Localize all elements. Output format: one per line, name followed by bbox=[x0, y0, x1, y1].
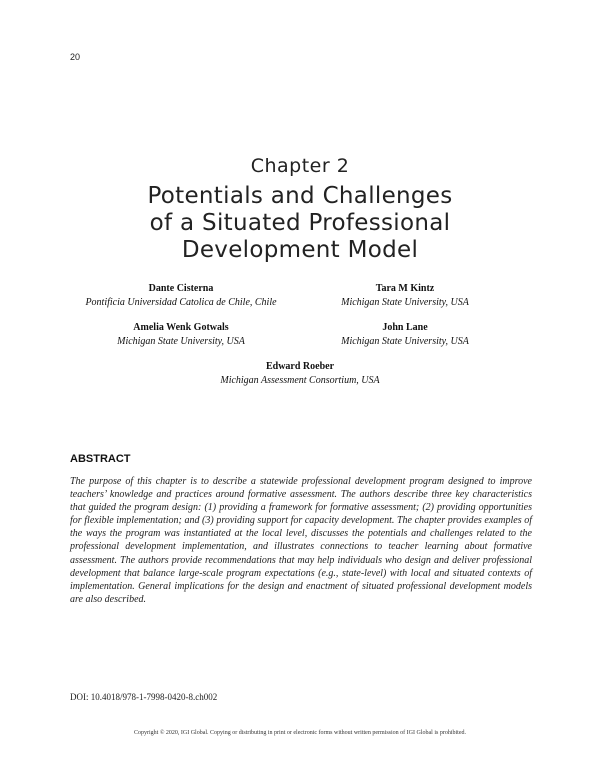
author-name: Dante Cisterna bbox=[148, 283, 214, 294]
author-block bbox=[310, 321, 500, 349]
abstract-heading: ABSTRACT bbox=[70, 453, 131, 465]
author-name: Amelia Wenk Gotwals bbox=[133, 322, 229, 333]
author-name: Tara M Kintz bbox=[375, 283, 435, 294]
page-number: 20 bbox=[70, 52, 81, 62]
copyright-notice: Copyright © 2020, IGI Global. Copying or distributing in print or electronic forms without written permission of IGI Global is prohibited. bbox=[133, 730, 466, 736]
author-name: Edward Roeber bbox=[265, 361, 335, 372]
author-affiliation: Michigan State University, USA bbox=[117, 336, 245, 347]
author-name: John Lane bbox=[382, 322, 428, 333]
author-affiliation: Michigan State University, USA bbox=[341, 297, 469, 308]
chapter-title bbox=[0, 183, 600, 264]
doi: DOI: 10.4018/978-1-7998-0420-8.ch002 bbox=[70, 692, 218, 702]
chapter-title-line: of a Situated Professional bbox=[149, 210, 451, 236]
author-affiliation: Michigan Assessment Consortium, USA bbox=[220, 375, 380, 386]
author-block bbox=[150, 360, 450, 388]
author-affiliation: Michigan State University, USA bbox=[341, 336, 469, 347]
chapter-title-line: Development Model bbox=[181, 237, 419, 263]
chapter-title-line: Potentials and Challenges bbox=[147, 183, 453, 209]
abstract-body: The purpose of this chapter is to describe a statewide professional development program designed to improve teachers’ knowledge and practices around formative assessment. The authors describe three key characteristics that guided the program design: (1) providing a framework for formative assessment; (2) providing opportunities for flexible implementation; and (3) providing support for capacity development. The chapter provides examples of the ways the program was instantiated at the local level, discusses the potentials and challenges related to the professional development implementation, and illustrates connections to teacher learning about formative assessment. The authors provide recommendations that may help individuals who design and deliver professional development that balance large-scale program expectations (e.g., state-level) with local and situated contexts of implementation. General implications for the design and enactment of situated professional development models are also described. bbox=[70, 476, 532, 605]
author-affiliation: Pontificia Universidad Catolica de Chile, Chile bbox=[85, 297, 277, 308]
author-block bbox=[310, 282, 500, 310]
author-block bbox=[60, 321, 302, 349]
author-block bbox=[60, 282, 302, 310]
chapter-label: Chapter 2 bbox=[250, 155, 350, 177]
